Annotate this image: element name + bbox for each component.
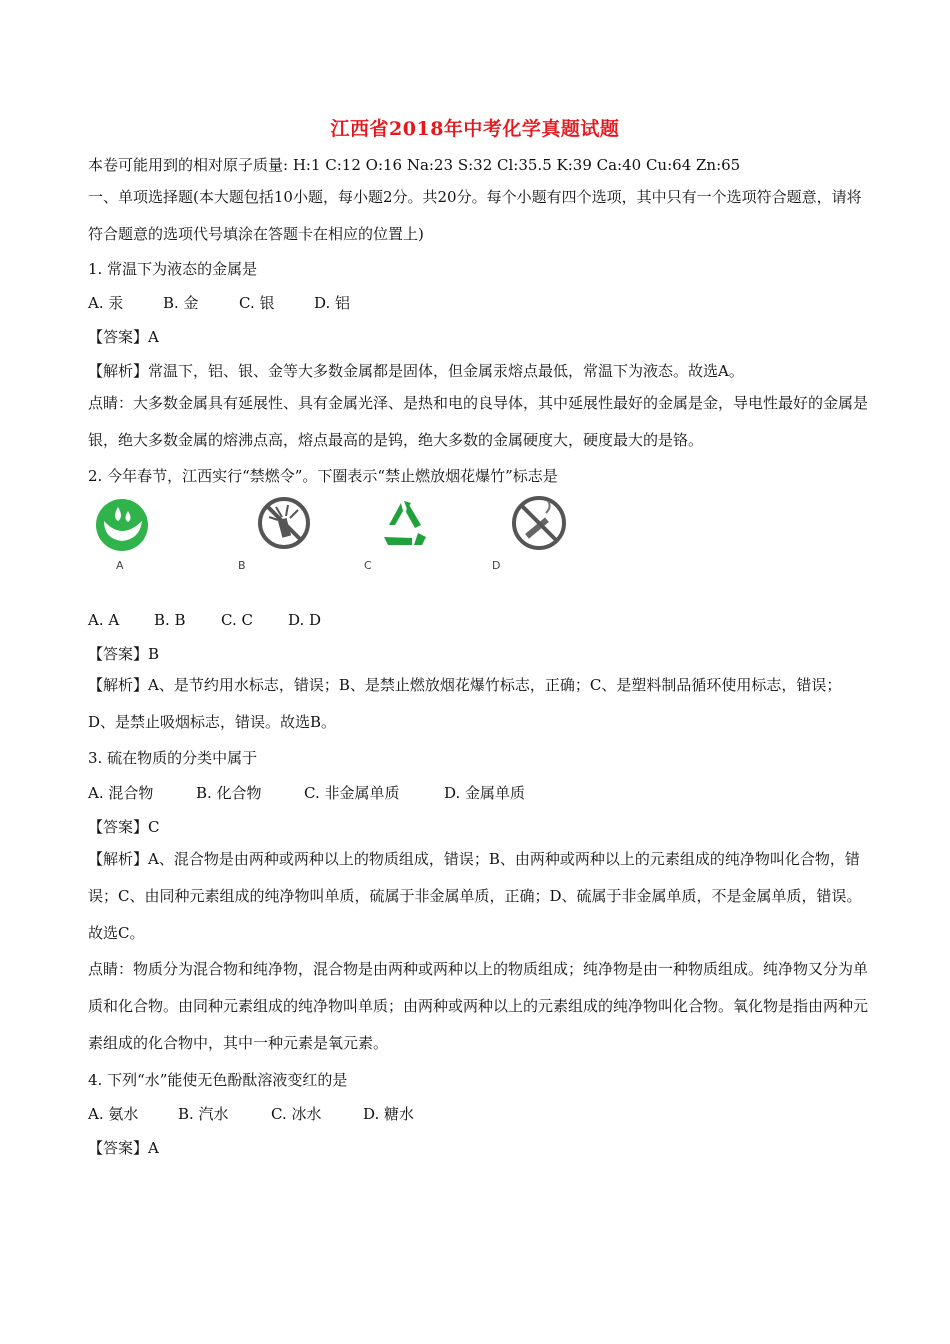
- q2-stem: 2. 今年春节，江西实行“禁燃令”。下圈表示“禁止燃放烟花爆竹”标志是: [88, 467, 558, 485]
- q2-sign-label-d: D: [492, 559, 501, 572]
- water-saving-icon: [94, 495, 154, 555]
- q3-option-b: B. 化合物: [196, 784, 262, 802]
- atomic-mass-line: 本卷可能用到的相对原子质量: H:1 C:12 O:16 Na:23 S:32 Cl:35.5 K:39 Ca:40 Cu:64 Zn:65: [88, 156, 741, 174]
- q3-options: [88, 783, 525, 803]
- q1-option-c: C. 银: [239, 294, 275, 312]
- q1-options: [88, 293, 350, 313]
- q2-options: [88, 610, 321, 630]
- q3-analysis: 【解析】A、混合物是由两种或两种以上的物质组成，错误；B、由两种或两种以上的元素组成的纯净物叫化合物，错误；C、由同种元素组成的纯净物叫单质，硫属于非金属单质，正确；D、硫属于非金属单质，不是金属单质，错误。故选C。: [88, 850, 862, 942]
- recycle-icon: [376, 495, 434, 553]
- q2-option-d: D. D: [288, 611, 322, 629]
- q4-answer: 【答案】A: [88, 1139, 159, 1157]
- q3-tip: 点睛：物质分为混合物和纯净物，混合物是由两种或两种以上的物质组成；纯净物是由一种物质组成。纯净物又分为单质和化合物。由同种元素组成的纯净物叫单质；由两种或两种以上的元素组成的纯净物叫化合物。氧化物是指由两种元素组成的化合物中，其中一种元素是氧元素。: [88, 960, 869, 1052]
- q3-option-c: C. 非金属单质: [304, 784, 400, 802]
- q2-sign-label-b: B: [238, 559, 246, 572]
- q4-option-a: A. 氨水: [88, 1105, 139, 1123]
- page-title: 江西省2018年中考化学真题试题: [330, 118, 620, 140]
- q2-sign-label-a: A: [116, 559, 124, 572]
- q4-stem: 4. 下列“水”能使无色酚酞溶液变红的是: [88, 1071, 348, 1089]
- q2-option-a: A. A: [88, 611, 120, 629]
- q1-option-b: B. 金: [163, 294, 199, 312]
- q4-option-c: C. 冰水: [271, 1105, 322, 1123]
- q3-stem: 3. 硫在物质的分类中属于: [88, 749, 258, 767]
- no-smoking-icon: [510, 495, 568, 553]
- q4-options: [88, 1104, 414, 1124]
- q2-option-b: B. B: [154, 611, 186, 629]
- q4-option-d: D. 糖水: [363, 1105, 415, 1123]
- q1-tip: 点睛：大多数金属具有延展性、具有金属光泽、是热和电的良导体，其中延展性最好的金属是金，导电性最好的金属是银，绝大多数金属的熔沸点高，熔点最高的是钨，绝大多数的金属硬度大，硬度最大的是铬。: [88, 394, 869, 449]
- no-fireworks-icon: [256, 495, 312, 551]
- q2-answer: 【答案】B: [88, 645, 160, 663]
- q1-analysis: 【解析】常温下，铝、银、金等大多数金属都是固体，但金属汞熔点最低，常温下为液态。故选A。: [88, 362, 744, 380]
- q2-analysis: 【解析】A、是节约用水标志，错误；B、是禁止燃放烟花爆竹标志，正确；C、是塑料制品循环使用标志，错误；D、是禁止吸烟标志，错误。故选B。: [88, 676, 842, 731]
- q1-answer: 【答案】A: [88, 328, 159, 346]
- q2-sign-figure: [88, 495, 608, 585]
- q1-option-d: D. 铝: [314, 294, 351, 312]
- q2-sign-label-c: C: [364, 559, 372, 572]
- q3-option-d: D. 金属单质: [444, 784, 526, 802]
- q3-answer: 【答案】C: [88, 818, 160, 836]
- q1-stem: 1. 常温下为液态的金属是: [88, 260, 258, 278]
- q1-option-a: A. 汞: [88, 294, 124, 312]
- q2-option-c: C. C: [221, 611, 253, 629]
- section-intro: 一、单项选择题(本大题包括10小题，每小题2分。共20分。每个小题有四个选项，其中只有一个选项符合题意，请将符合题意的选项代号填涂在答题卡在相应的位置上): [88, 188, 862, 243]
- q3-option-a: A. 混合物: [88, 784, 154, 802]
- q4-option-b: B. 汽水: [178, 1105, 229, 1123]
